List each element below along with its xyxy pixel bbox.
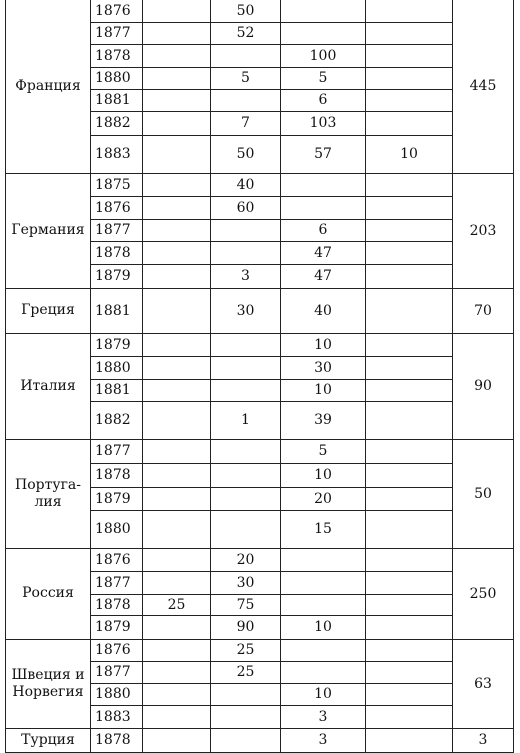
value-cell-d (366, 683, 453, 705)
country-cell: Турция (6, 728, 91, 752)
year-cell: 1878 (91, 241, 143, 264)
value-cell-d (366, 196, 453, 219)
value-cell-d (366, 548, 453, 571)
value-cell-a (143, 196, 211, 219)
value-cell-a (143, 333, 211, 356)
value-cell-a (143, 111, 211, 135)
value-cell-d (366, 111, 453, 135)
value-cell-b: 25 (211, 661, 281, 683)
value-cell-d (366, 379, 453, 401)
value-cell-b: 30 (211, 288, 281, 333)
value-cell-c (281, 661, 366, 683)
value-cell-d (366, 173, 453, 196)
year-cell: 1878 (91, 728, 143, 752)
value-cell-a (143, 288, 211, 333)
year-cell: 1878 (91, 463, 143, 487)
value-cell-b (211, 219, 281, 241)
value-cell-d (366, 288, 453, 333)
year-cell: 1877 (91, 439, 143, 463)
table-row (6, 288, 514, 333)
table-row (6, 728, 514, 752)
value-cell-d (366, 639, 453, 661)
total-cell: 63 (453, 639, 514, 728)
value-cell-c (281, 639, 366, 661)
value-cell-d (366, 333, 453, 356)
country-cell: Германия (6, 173, 91, 288)
year-cell: 1882 (91, 401, 143, 439)
value-cell-a (143, 661, 211, 683)
value-cell-a (143, 639, 211, 661)
value-cell-b: 90 (211, 615, 281, 639)
year-cell: 1876 (91, 196, 143, 219)
value-cell-b (211, 241, 281, 264)
year-cell: 1875 (91, 173, 143, 196)
value-cell-c: 100 (281, 44, 366, 67)
value-cell-d (366, 401, 453, 439)
year-cell: 1879 (91, 264, 143, 288)
value-cell-b (211, 356, 281, 379)
year-cell: 1876 (91, 0, 143, 22)
value-cell-b: 75 (211, 594, 281, 615)
value-cell-c (281, 548, 366, 571)
year-cell: 1879 (91, 333, 143, 356)
value-cell-c: 40 (281, 288, 366, 333)
value-cell-c: 3 (281, 728, 366, 752)
value-cell-b (211, 89, 281, 111)
year-cell: 1880 (91, 356, 143, 379)
value-cell-b: 50 (211, 135, 281, 173)
value-cell-d (366, 615, 453, 639)
year-cell: 1880 (91, 67, 143, 89)
value-cell-c (281, 22, 366, 44)
total-cell: 250 (453, 548, 514, 639)
value-cell-b (211, 487, 281, 510)
country-cell: Италия (6, 333, 91, 439)
country-cell: Франция (6, 0, 91, 173)
country-cell: Португа- лия (6, 439, 91, 548)
value-cell-b (211, 705, 281, 728)
value-cell-c (281, 571, 366, 594)
year-cell: 1877 (91, 219, 143, 241)
value-cell-c: 10 (281, 683, 366, 705)
value-cell-d (366, 510, 453, 548)
value-cell-b (211, 728, 281, 752)
year-cell: 1879 (91, 615, 143, 639)
country-cell: Россия (6, 548, 91, 639)
value-cell-a (143, 44, 211, 67)
value-cell-c: 20 (281, 487, 366, 510)
year-cell: 1882 (91, 111, 143, 135)
value-cell-d (366, 463, 453, 487)
value-cell-c: 57 (281, 135, 366, 173)
value-cell-d (366, 728, 453, 752)
value-cell-b (211, 333, 281, 356)
value-cell-c: 5 (281, 439, 366, 463)
value-cell-d: 10 (366, 135, 453, 173)
value-cell-c: 30 (281, 356, 366, 379)
value-cell-a (143, 705, 211, 728)
year-cell: 1876 (91, 639, 143, 661)
year-cell: 1883 (91, 705, 143, 728)
value-cell-c: 103 (281, 111, 366, 135)
value-cell-a (143, 439, 211, 463)
value-cell-a (143, 241, 211, 264)
year-cell: 1880 (91, 683, 143, 705)
table-row (6, 333, 514, 356)
year-cell: 1883 (91, 135, 143, 173)
value-cell-c: 10 (281, 333, 366, 356)
year-cell: 1877 (91, 661, 143, 683)
total-cell: 3 (453, 728, 514, 752)
table-row (6, 439, 514, 463)
value-cell-d (366, 356, 453, 379)
total-cell: 70 (453, 288, 514, 333)
table-row (6, 0, 514, 22)
value-cell-a (143, 487, 211, 510)
year-cell: 1881 (91, 379, 143, 401)
value-cell-b: 25 (211, 639, 281, 661)
value-cell-d (366, 264, 453, 288)
value-cell-b: 20 (211, 548, 281, 571)
value-cell-b (211, 463, 281, 487)
value-cell-d (366, 487, 453, 510)
value-cell-d (366, 22, 453, 44)
value-cell-c (281, 196, 366, 219)
value-cell-a (143, 135, 211, 173)
value-cell-c: 5 (281, 67, 366, 89)
value-cell-b (211, 379, 281, 401)
value-cell-d (366, 661, 453, 683)
table-row (6, 639, 514, 661)
value-cell-d (366, 44, 453, 67)
country-cell: Швеция и Норвегия (6, 639, 91, 728)
value-cell-b: 3 (211, 264, 281, 288)
value-cell-a (143, 510, 211, 548)
year-cell: 1878 (91, 594, 143, 615)
value-cell-a: 25 (143, 594, 211, 615)
value-cell-a (143, 0, 211, 22)
value-cell-c: 47 (281, 264, 366, 288)
value-cell-c: 10 (281, 615, 366, 639)
value-cell-c (281, 0, 366, 22)
year-cell: 1877 (91, 22, 143, 44)
total-cell: 445 (453, 0, 514, 173)
value-cell-d (366, 571, 453, 594)
year-cell: 1880 (91, 510, 143, 548)
value-cell-a (143, 67, 211, 89)
value-cell-c: 47 (281, 241, 366, 264)
value-cell-b: 5 (211, 67, 281, 89)
value-cell-c: 15 (281, 510, 366, 548)
year-cell: 1878 (91, 44, 143, 67)
value-cell-b: 40 (211, 173, 281, 196)
value-cell-a (143, 173, 211, 196)
value-cell-c (281, 594, 366, 615)
value-cell-a (143, 683, 211, 705)
value-cell-b (211, 683, 281, 705)
statistics-table (5, 0, 514, 753)
value-cell-a (143, 264, 211, 288)
value-cell-a (143, 728, 211, 752)
value-cell-c: 3 (281, 705, 366, 728)
value-cell-b: 7 (211, 111, 281, 135)
value-cell-d (366, 705, 453, 728)
value-cell-d (366, 594, 453, 615)
year-cell: 1881 (91, 89, 143, 111)
value-cell-d (366, 241, 453, 264)
value-cell-d (366, 67, 453, 89)
value-cell-b: 50 (211, 0, 281, 22)
year-cell: 1879 (91, 487, 143, 510)
value-cell-c: 6 (281, 219, 366, 241)
value-cell-b: 30 (211, 571, 281, 594)
country-cell: Греция (6, 288, 91, 333)
value-cell-a (143, 379, 211, 401)
value-cell-a (143, 548, 211, 571)
value-cell-a (143, 615, 211, 639)
value-cell-d (366, 89, 453, 111)
value-cell-b (211, 44, 281, 67)
value-cell-d (366, 439, 453, 463)
value-cell-c: 10 (281, 463, 366, 487)
value-cell-a (143, 219, 211, 241)
value-cell-d (366, 219, 453, 241)
total-cell: 90 (453, 333, 514, 439)
total-cell: 50 (453, 439, 514, 548)
value-cell-c: 10 (281, 379, 366, 401)
table-row (6, 548, 514, 571)
value-cell-b: 52 (211, 22, 281, 44)
value-cell-b: 60 (211, 196, 281, 219)
value-cell-a (143, 89, 211, 111)
value-cell-c: 6 (281, 89, 366, 111)
value-cell-d (366, 0, 453, 22)
value-cell-c: 39 (281, 401, 366, 439)
total-cell: 203 (453, 173, 514, 288)
year-cell: 1881 (91, 288, 143, 333)
value-cell-a (143, 571, 211, 594)
value-cell-a (143, 463, 211, 487)
value-cell-a (143, 401, 211, 439)
value-cell-c (281, 173, 366, 196)
value-cell-a (143, 356, 211, 379)
value-cell-a (143, 22, 211, 44)
value-cell-b: 1 (211, 401, 281, 439)
year-cell: 1876 (91, 548, 143, 571)
value-cell-b (211, 510, 281, 548)
year-cell: 1877 (91, 571, 143, 594)
table-row (6, 173, 514, 196)
value-cell-b (211, 439, 281, 463)
